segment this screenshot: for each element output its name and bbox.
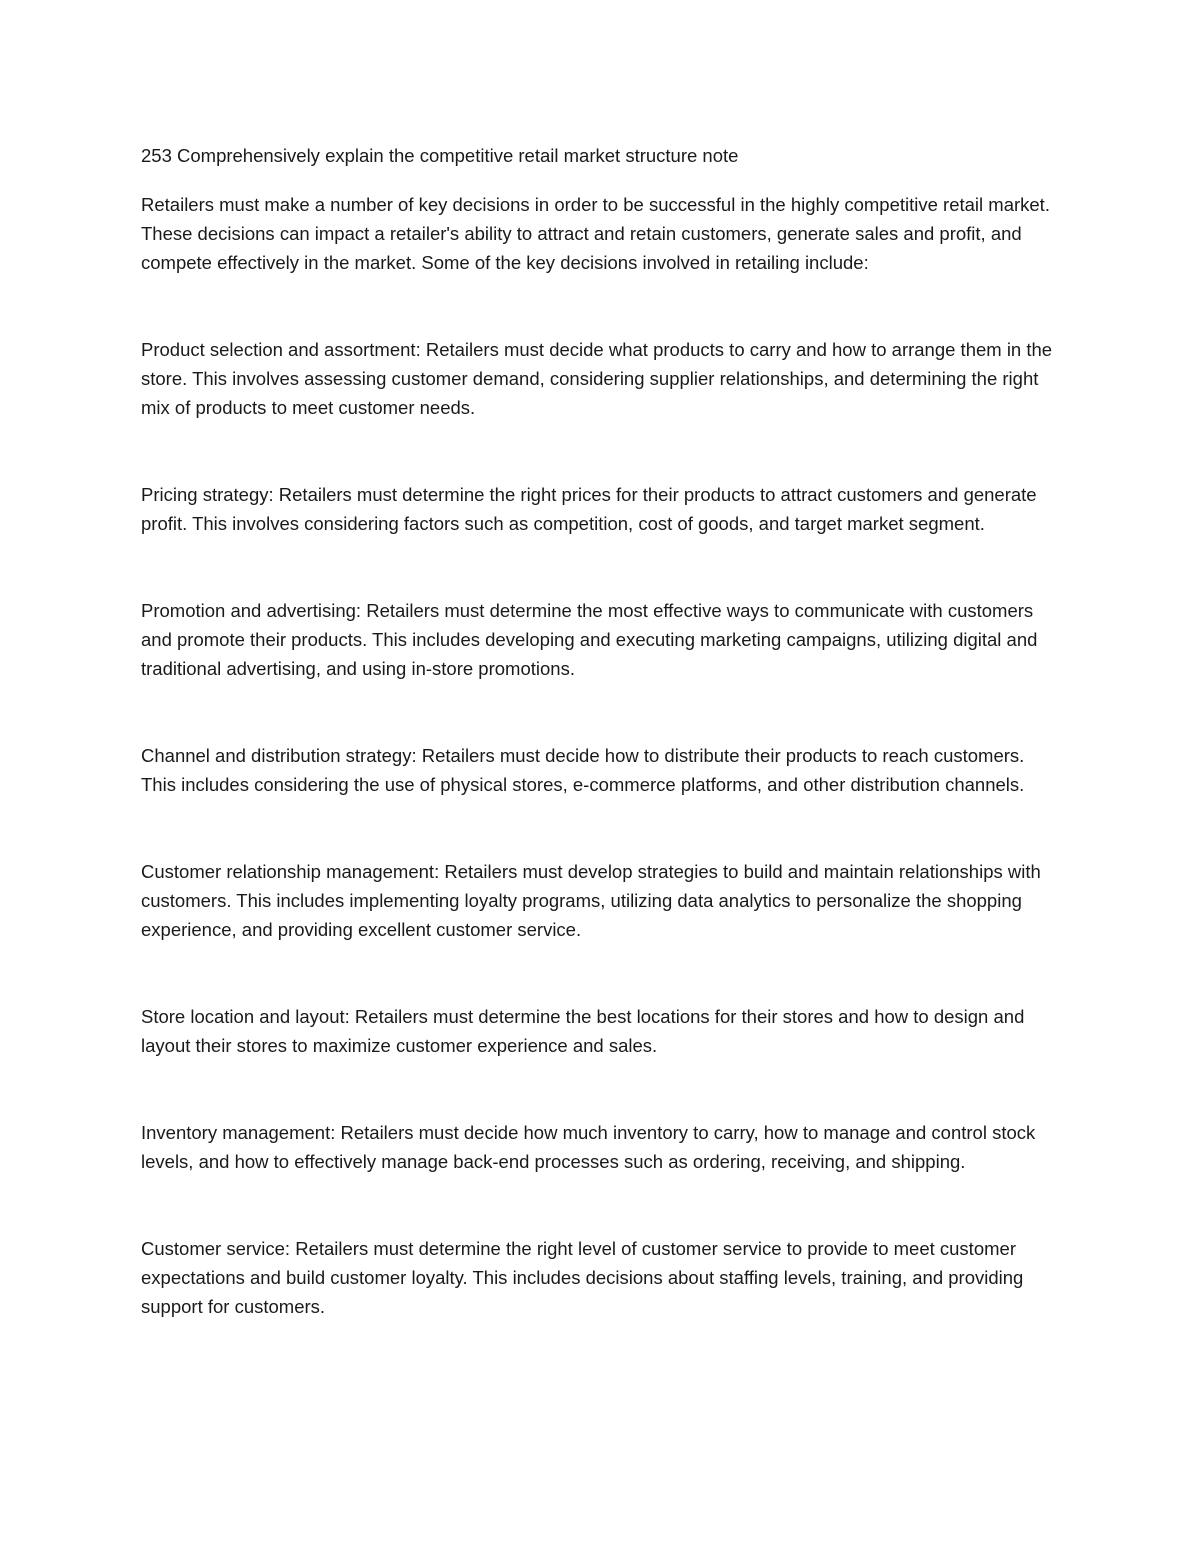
document-body (141, 141, 1061, 1321)
section-inventory-management: Inventory management: Retailers must decide how much inventory to carry, how to manage and control stock levels, and how to effectively manage back-end processes such as ordering, receiving, and shipping. (141, 1122, 1036, 1172)
section-promotion-advertising: Promotion and advertising: Retailers must determine the most effective ways to communicate with customers and promote their products. This includes developing and executing marketing campaigns, utilizing digital and traditional advertising, and using in-store promotions. (141, 600, 1038, 679)
section-store-location: Store location and layout: Retailers must determine the best locations for their stores and how to design and layout their stores to maximize customer experience and sales. (141, 1006, 1025, 1056)
document-title: 253 Comprehensively explain the competitive retail market structure note (141, 145, 739, 166)
intro-paragraph: Retailers must make a number of key decisions in order to be successful in the highly competitive retail market. These decisions can impact a retailer's ability to attract and retain customers, generate sales and profit, and compete effectively in the market. Some of the key decisions involved in retailing include: (141, 194, 1050, 273)
section-product-selection: Product selection and assortment: Retailers must decide what products to carry and how to arrange them in the store. This involves assessing customer demand, considering supplier relationships, and determining the right mix of products to meet customer needs. (141, 339, 1053, 418)
section-customer-service: Customer service: Retailers must determine the right level of customer service to provide to meet customer expectations and build customer loyalty. This includes decisions about staffing levels, training, and providing support for customers. (141, 1238, 1024, 1317)
section-channel-distribution: Channel and distribution strategy: Retailers must decide how to distribute their products to reach customers. This includes considering the use of physical stores, e-commerce platforms, and other distribution channels. (141, 745, 1025, 795)
section-customer-relationship: Customer relationship management: Retailers must develop strategies to build and maintain relationships with customers. This includes implementing loyalty programs, utilizing data analytics to personalize the shopping experience, and providing excellent customer service. (141, 861, 1041, 940)
section-pricing-strategy: Pricing strategy: Retailers must determine the right prices for their products to attract customers and generate profit. This involves considering factors such as competition, cost of goods, and target market segment. (141, 484, 1037, 534)
